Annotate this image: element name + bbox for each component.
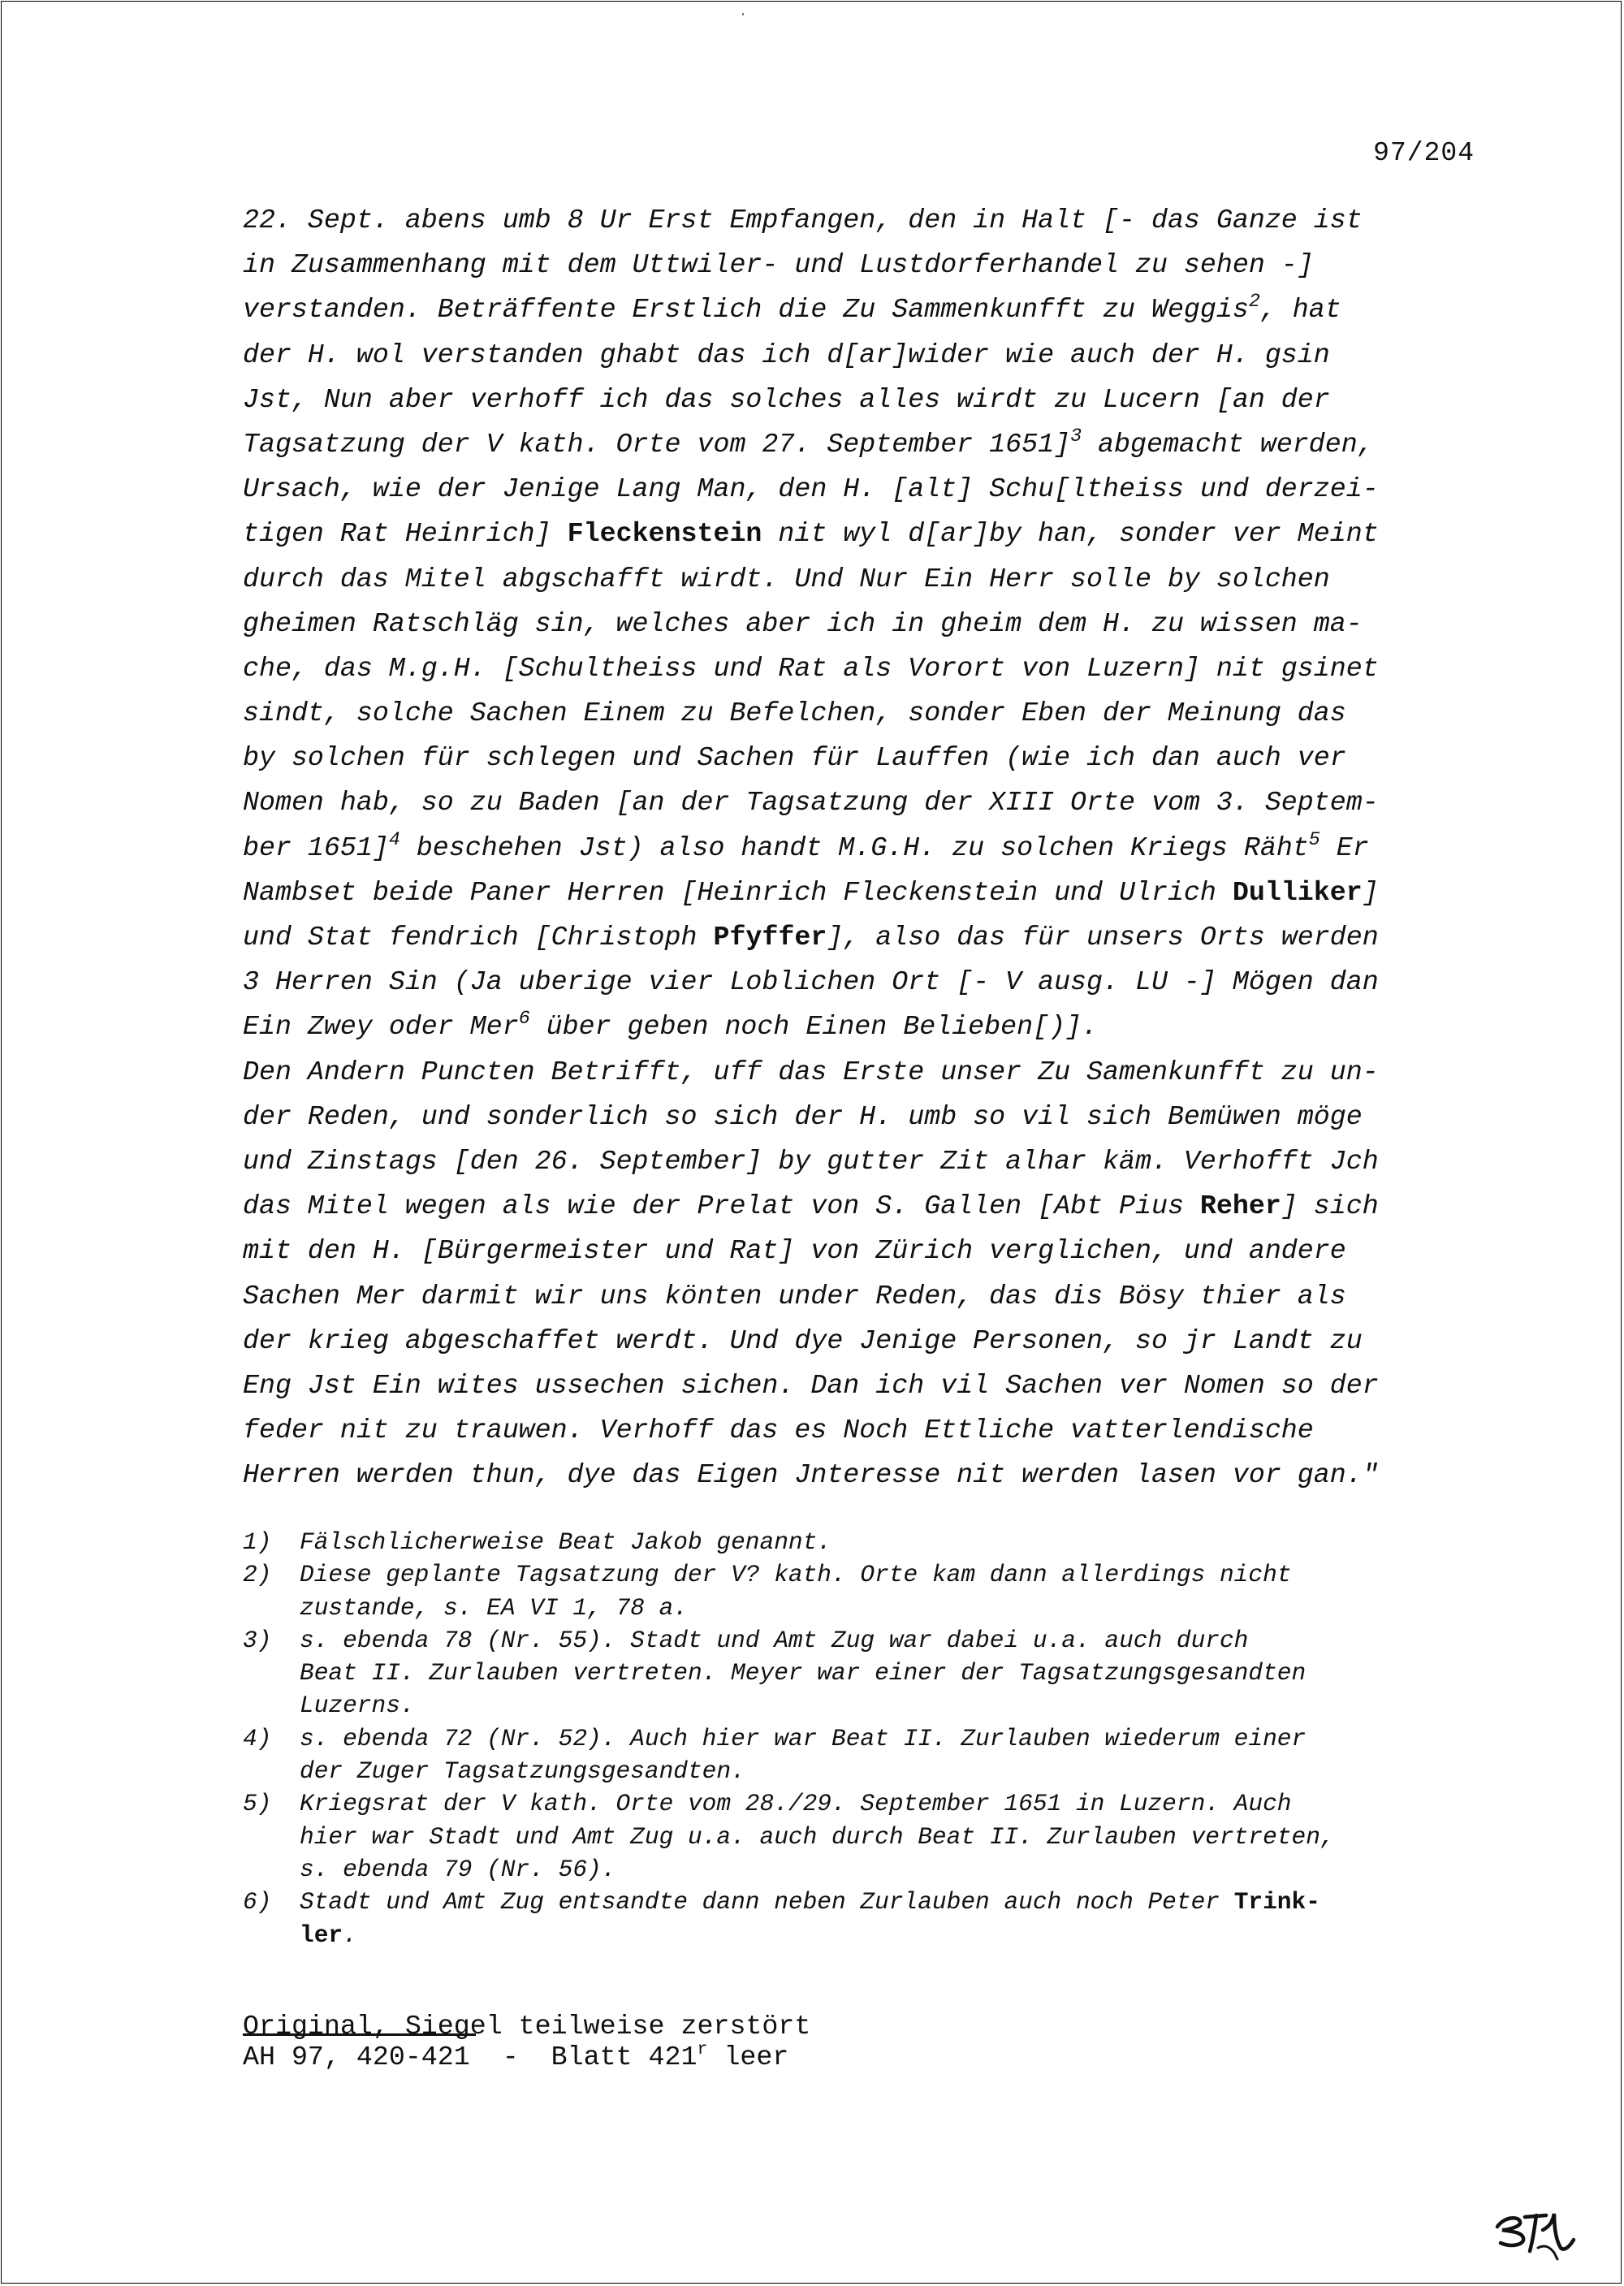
bold-name: Fleckenstein: [567, 518, 762, 550]
signature-mark: [1489, 2194, 1580, 2267]
source-line: [243, 2042, 810, 2072]
text-run: ], also das für unsers Orts werden: [827, 922, 1379, 953]
text-run: ber 1651]: [243, 832, 389, 863]
footnote-line: [300, 1853, 1485, 1886]
letter-transcription: [243, 198, 1485, 1497]
text-line: [243, 915, 1485, 960]
text-run: durch das Mitel abgschafft wirdt. Und Nur Ein Herr solle by solchen: [243, 563, 1330, 594]
text-run: ]: [1362, 876, 1379, 908]
text-line: [243, 691, 1485, 736]
text-run: Tagsatzung der V kath. Orte vom 27. September 1651]: [243, 428, 1071, 460]
text-line: [243, 1363, 1485, 1408]
text-run: zustande, s. EA VI 1, 78 a.: [300, 1593, 688, 1622]
footnote-reference: 5: [1308, 828, 1320, 850]
text-run: der Reden, und sonderlich so sich der H. umb so vil sich Bemüwen möge: [243, 1100, 1363, 1132]
text-run: das Mitel wegen als wie der Prelat von S. Gallen [Abt Pius: [243, 1191, 1200, 1222]
footnote-line: [300, 1558, 1485, 1591]
footnote-number: 6): [243, 1888, 272, 1917]
footnote: [243, 1787, 1485, 1886]
text-line: [243, 826, 1485, 871]
footnote: [243, 1624, 1485, 1722]
footnote-line: [300, 1689, 1485, 1722]
text-run: Herren werden thun, dye das Eigen Jnteresse nit werden lasen vor gan.": [243, 1459, 1379, 1491]
text-line: [243, 646, 1485, 691]
text-run: und Zinstags [den 26. September] by gutter Zit alhar käm. Verhofft Jch: [243, 1145, 1379, 1177]
footnote: [243, 1886, 1485, 1951]
text-line: [243, 1184, 1485, 1229]
footnote-line: [300, 1787, 1485, 1820]
text-run: nit wyl d[ar]by han, sonder ver Meint: [762, 518, 1379, 550]
text-run: Er: [1320, 832, 1369, 863]
text-run: AH 97, 420-421 - Blatt 421: [243, 2042, 698, 2072]
text-run: Luzerns.: [300, 1692, 415, 1720]
text-line: [243, 602, 1485, 646]
text-run: Nambset beide Paner Herren [Heinrich Fleckenstein und Ulrich: [243, 876, 1233, 908]
text-run: Jst, Nun aber verhoff ich das solches alles wirdt zu Lucern [an der: [243, 383, 1330, 415]
bold-name: ler: [300, 1921, 343, 1949]
text-run: Nomen hab, so zu Baden [an der Tagsatzung der XIII Orte vom 3. Septem-: [243, 787, 1379, 819]
text-run: feder nit zu trauwen. Verhoff das es Noch Ettliche vatterlendische: [243, 1415, 1314, 1446]
text-run: , hat: [1259, 294, 1341, 326]
text-line: [243, 243, 1485, 287]
text-line: [243, 1095, 1485, 1139]
footnote-reference: 3: [1070, 426, 1082, 447]
text-run: 3 Herren Sin (Ja uberige vier Loblichen Ort [- V ausg. LU -] Mögen dan: [243, 966, 1379, 998]
bold-name: Trink-: [1233, 1888, 1320, 1917]
text-run: Beat II. Zurlauben vertreten. Meyer war einer der Tagsatzungsgesandten: [300, 1659, 1307, 1687]
text-line: [243, 1229, 1485, 1273]
document-page: [1, 1, 1622, 2284]
text-run: ] sich: [1281, 1191, 1379, 1222]
text-run: s. ebenda 72 (Nr. 52). Auch hier war Beat II. Zurlauben wiederum einer: [300, 1724, 1307, 1752]
text-run: abgemacht werden,: [1082, 428, 1374, 460]
footnote-text: [300, 1787, 1485, 1886]
text-run: der krieg abgeschaffet werdt. Und dye Jenige Personen, so jr Landt zu: [243, 1324, 1363, 1356]
text-run: s. ebenda 79 (Nr. 56).: [300, 1855, 616, 1883]
text-line: [243, 198, 1485, 243]
source-note: [243, 2011, 810, 2072]
footnote-number: 1): [243, 1528, 272, 1556]
footnote-reference: r: [697, 2040, 708, 2060]
text-line: [243, 871, 1485, 915]
footnote-reference: 6: [518, 1008, 530, 1030]
text-run: Den Andern Puncten Betrifft, uff das Erste unser Zu Samenkunfft zu un-: [243, 1056, 1379, 1087]
text-run: mit den H. [Bürgermeister und Rat] von Zürich verglichen, und andere: [243, 1235, 1346, 1267]
text-run: che, das M.g.H. [Schultheiss und Rat als Vorort von Luzern] nit gsinet: [243, 652, 1379, 684]
text-run: in Zusammenhang mit dem Uttwiler- und Lustdorferhandel zu sehen -]: [243, 249, 1314, 281]
text-line: [243, 960, 1485, 1005]
bold-name: Pfyffer: [713, 922, 827, 953]
text-run: Original, Siegel teilweise zerstört: [243, 2011, 811, 2042]
footnote-text: [300, 1558, 1485, 1624]
text-line: [243, 467, 1485, 512]
footnote: [243, 1722, 1485, 1788]
text-run: der Zuger Tagsatzungsgesandten.: [300, 1757, 745, 1786]
footnote: [243, 1526, 1485, 1558]
text-run: gheimen Ratschläg sin, welches aber ich in gheim dem H. zu wissen ma-: [243, 607, 1363, 639]
text-line: [243, 1274, 1485, 1319]
text-line: [243, 1319, 1485, 1363]
text-line: [243, 1050, 1485, 1095]
text-run: über geben noch Einen Belieben[)].: [529, 1011, 1099, 1043]
text-run: Stadt und Amt Zug entsandte dann neben Zurlauben auch noch Peter: [300, 1888, 1234, 1917]
text-run: sindt, solche Sachen Einem zu Befelchen, sonder Eben der Meinung das: [243, 698, 1346, 729]
footnote-line: [300, 1592, 1485, 1624]
text-run: 22. Sept. abens umb 8 Ur Erst Empfangen, den in Halt [- das Ganze ist: [243, 205, 1363, 236]
bold-name: Reher: [1199, 1191, 1281, 1222]
text-line: [243, 1139, 1485, 1184]
footnote-number: 3): [243, 1626, 272, 1654]
text-run: s. ebenda 78 (Nr. 55). Stadt und Amt Zug war dabei u.a. auch durch: [300, 1626, 1249, 1654]
text-run: Kriegsrat der V kath. Orte vom 28./29. September 1651 in Luzern. Auch: [300, 1790, 1292, 1818]
footnote-line: [300, 1624, 1485, 1657]
footnote-text: [300, 1886, 1485, 1951]
text-line: [243, 1005, 1485, 1049]
text-run: verstanden. Beträffente Erstlich die Zu Sammenkunfft zu Weggis: [243, 294, 1249, 326]
footnote-number: 5): [243, 1790, 272, 1818]
text-run: .: [343, 1921, 357, 1949]
text-run: by solchen für schlegen und Sachen für Lauffen (wie ich dan auch ver: [243, 742, 1346, 774]
text-line: [243, 780, 1485, 825]
footnote-line: [300, 1755, 1485, 1787]
footnote-number: 2): [243, 1561, 272, 1589]
text-line: [243, 736, 1485, 780]
bold-name: Dulliker: [1232, 876, 1363, 908]
footnote-number: 4): [243, 1724, 272, 1752]
text-line: [243, 512, 1485, 556]
footnote: [243, 1558, 1485, 1624]
text-run: hier war Stadt und Amt Zug u.a. auch durch Beat II. Zurlauben vertreten,: [300, 1822, 1335, 1851]
footnote-line: [300, 1821, 1485, 1853]
text-run: Ein Zwey oder Mer: [243, 1011, 519, 1043]
footnote-text: [300, 1722, 1485, 1788]
page-number: 97/204: [1373, 138, 1475, 168]
text-line: [243, 557, 1485, 602]
text-run: Sachen Mer darmit wir uns könten under Reden, das dis Bösy thier als: [243, 1280, 1346, 1312]
text-run: Ursach, wie der Jenige Lang Man, den H. [alt] Schu[ltheiss und derzei-: [243, 473, 1379, 505]
text-run: beschehen Jst) also handt M.G.H. zu solchen Kriegs Räht: [400, 832, 1309, 863]
scan-speck: [742, 13, 744, 15]
footnote-text: [300, 1624, 1485, 1722]
text-run: tigen Rat Heinrich]: [243, 518, 568, 550]
source-line: [243, 2011, 810, 2042]
footnote-line: [300, 1657, 1485, 1689]
text-line: [243, 287, 1485, 332]
text-run: leer: [707, 2042, 789, 2072]
text-line: [243, 1408, 1485, 1453]
text-line: [243, 333, 1485, 378]
text-run: der H. wol verstanden ghabt das ich d[ar]wider wie auch der H. gsin: [243, 339, 1330, 370]
text-run: Diese geplante Tagsatzung der V? kath. Orte kam dann allerdings nicht: [300, 1561, 1292, 1589]
text-run: und Stat fendrich [Christoph: [243, 922, 714, 953]
footnote-reference: 4: [388, 828, 400, 850]
footnote-line: [300, 1722, 1485, 1755]
footnote-line: [300, 1919, 1485, 1951]
footnote-text: [300, 1526, 1485, 1558]
text-line: [243, 1453, 1485, 1497]
footnotes-section: [243, 1526, 1485, 1951]
text-line: [243, 378, 1485, 422]
text-line: [243, 422, 1485, 467]
text-run: Fälschlicherweise Beat Jakob genannt.: [300, 1528, 832, 1556]
footnote-reference: 2: [1248, 291, 1260, 313]
footnote-line: [300, 1886, 1485, 1918]
footnote-line: [300, 1526, 1485, 1558]
text-run: Eng Jst Ein wites ussechen sichen. Dan ich vil Sachen ver Nomen so der: [243, 1369, 1379, 1401]
